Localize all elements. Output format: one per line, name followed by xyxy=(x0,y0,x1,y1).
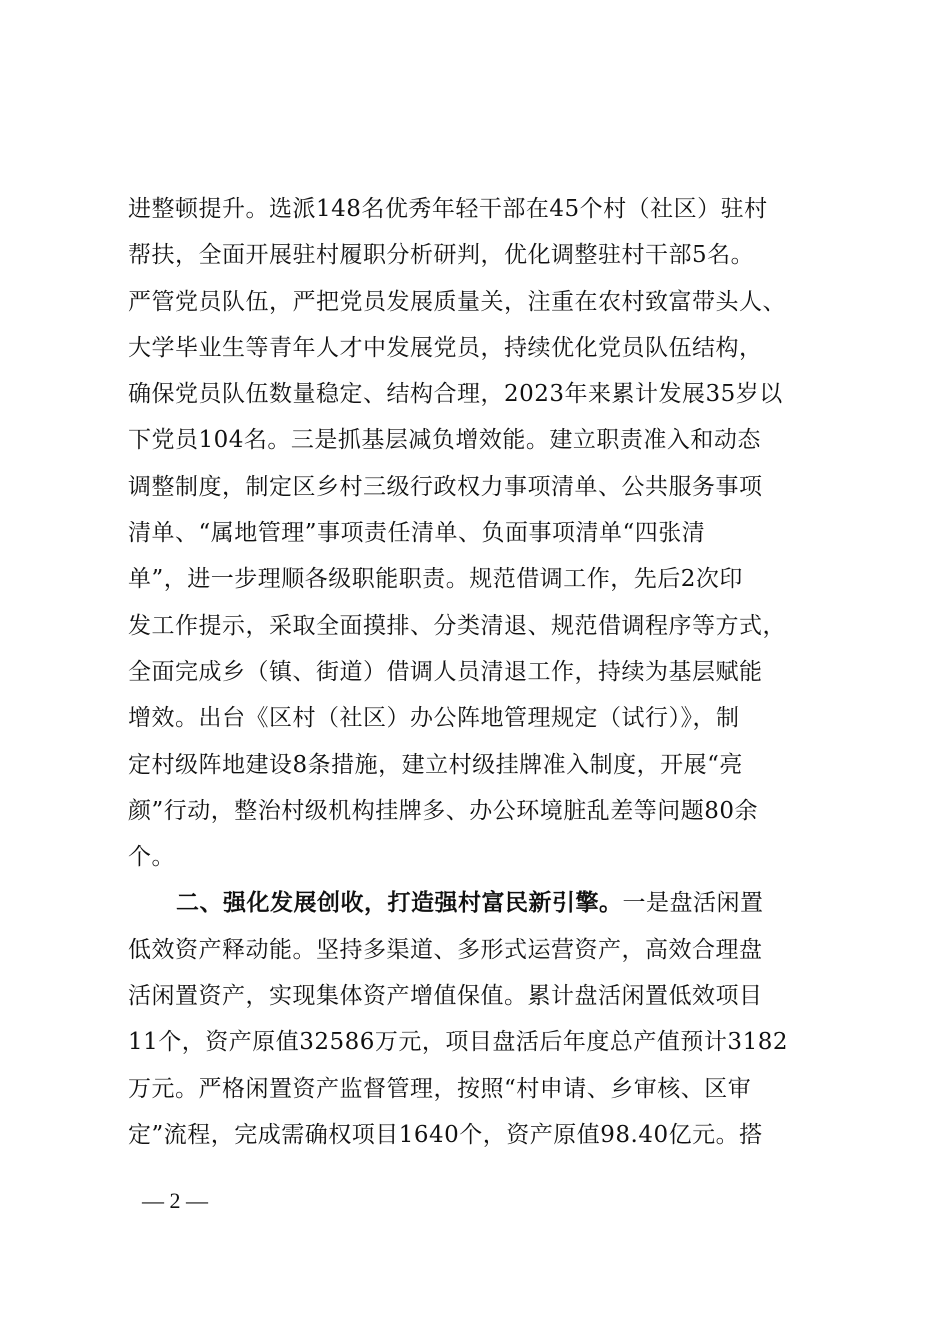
text-line: 低效资产释动能。坚持多渠道、多形式运营资产，高效合理盘 xyxy=(128,936,763,963)
section-2-first-line xyxy=(128,880,828,926)
text-line: 进整顿提升。选派148名优秀年轻干部在45个村（社区）驻村 xyxy=(128,196,768,222)
text-line: 定”流程，完成需确权项目1640个，资产原值98.40亿元。搭 xyxy=(128,1121,763,1148)
section-2-first-line-rest: 一是盘活闲置 xyxy=(622,890,764,917)
text-line: 增效。出台《区村（社区）办公阵地管理规定（试行）》，制 xyxy=(128,705,740,732)
text-line: 单”，进一步理顺各级职能职责。规范借调工作，先后2次印 xyxy=(128,566,743,593)
text-line: 大学毕业生等青年人才中发展党员，持续优化党员队伍结构， xyxy=(128,334,763,361)
text-line: 清单、“属地管理”事项责任清单、负面事项清单“四张清 xyxy=(128,520,706,547)
text-line: 发工作提示，采取全面摸排、分类清退、规范借调程序等方式， xyxy=(128,612,786,639)
text-line: 万元。严格闲置资产监督管理，按照“村申请、乡审核、区审 xyxy=(128,1075,752,1102)
text-line: 调整制度，制定区乡村三级行政权力事项清单、公共服务事项 xyxy=(128,473,763,500)
text-line: 下党员104名。三是抓基层减负增效能。建立职责准入和动态 xyxy=(128,427,761,454)
text-line: 定村级阵地建设8条措施，建立村级挂牌准入制度，开展“亮 xyxy=(128,751,743,778)
text-line: 帮扶，全面开展驻村履职分析研判，优化调整驻村干部5名。 xyxy=(128,242,755,269)
text-line: 全面完成乡（镇、街道）借调人员清退工作，持续为基层赋能 xyxy=(128,658,763,685)
text-line: 活闲置资产，实现集体资产增值保值。累计盘活闲置低效项目 xyxy=(128,983,763,1010)
text-line: 颜”行动，整治村级机构挂牌多、办公环境脏乱差等问题80余 xyxy=(128,797,759,824)
text-line: 11个，资产原值32586万元，项目盘活后年度总产值预计3182 xyxy=(128,1029,788,1056)
section-2-heading: 二、强化发展创收，打造强村富民新引擎。 xyxy=(176,890,623,917)
page-number: — 2 — xyxy=(142,1188,208,1213)
text-line: 个。 xyxy=(128,844,175,871)
text-line: 确保党员队伍数量稳定、结构合理，2023年来累计发展35岁以 xyxy=(128,381,783,408)
text-line: 严管党员队伍，严把党员发展质量关，注重在农村致富带头人、 xyxy=(128,288,786,315)
body-text xyxy=(128,186,828,1158)
